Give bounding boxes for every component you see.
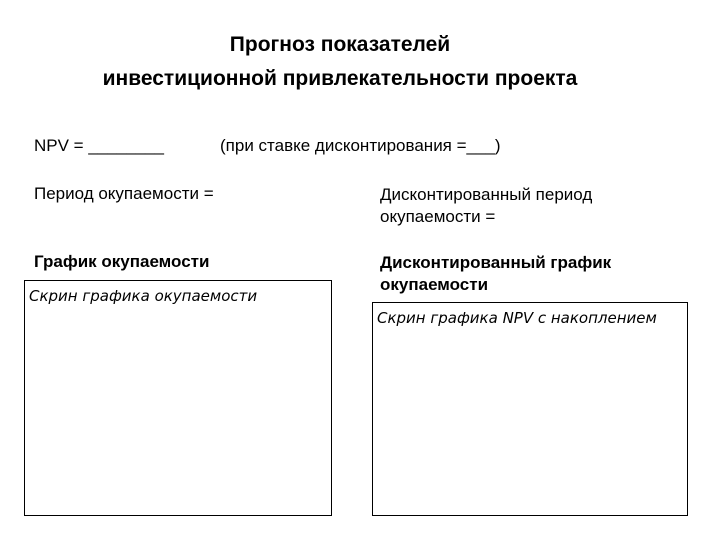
slide-title-line-1: Прогноз показателей (229, 33, 451, 56)
npv-chart-placeholder-text: Скрин графика NPV с накоплением (377, 309, 657, 327)
slide-title-line-2: инвестиционной привлекательности проекта (102, 67, 578, 90)
payback-chart-placeholder-text: Скрин графика окупаемости (29, 287, 258, 305)
slide-title (0, 28, 680, 96)
npv-chart-placeholder-box (372, 302, 688, 516)
payback-chart-title: График окупаемости (34, 252, 210, 271)
discounted-payback-period-label: Дисконтированный период окупаемости = (380, 185, 593, 226)
npv-label: NPV = ________ (34, 136, 164, 155)
payback-chart-placeholder-box (24, 280, 332, 516)
discounted-payback-chart-title: Дисконтированный график окупаемости (380, 253, 612, 294)
payback-period-label: Период окупаемости = (34, 184, 214, 203)
discount-rate-label: (при ставке дисконтирования =___) (220, 136, 501, 155)
